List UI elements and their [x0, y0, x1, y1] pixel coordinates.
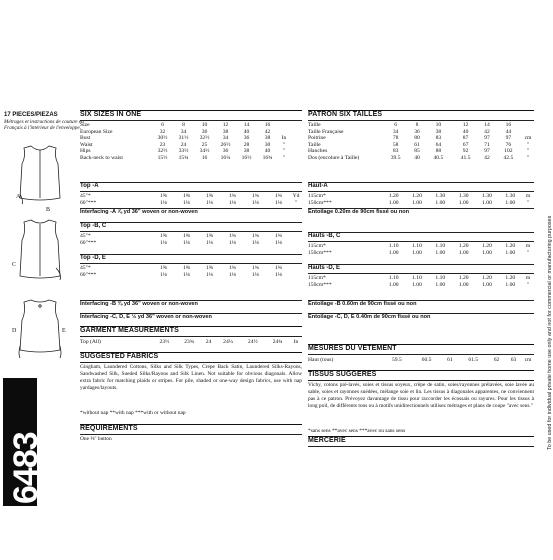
yardage-section-title: Hauts -D, E [308, 265, 341, 271]
fr-garment-table [308, 357, 534, 364]
table-cell: 1.00 [505, 281, 516, 288]
row-label: Hanches [308, 148, 328, 155]
table-cell: 1.00 [412, 281, 422, 288]
table-cell: 92 [462, 148, 469, 155]
row-label: 115cm* [308, 243, 326, 249]
table-cell: 1.00 [435, 249, 446, 256]
table-cell: 1.00 [435, 199, 446, 206]
table-row [80, 135, 302, 142]
table-cell: 61 [414, 141, 420, 148]
unit-cell: " [526, 148, 530, 155]
unit-cell: " [526, 199, 530, 206]
table-cell: 38 [264, 135, 271, 142]
table-cell: 1.00 [388, 281, 399, 288]
interfacing-note: Interfacing -B ⅜ yd 36" woven or non-woven [80, 301, 198, 307]
table-cell: 1⅝ [160, 265, 167, 271]
table-cell: 30½ [157, 135, 168, 142]
row-label: 115cm* [308, 275, 326, 281]
table-cell: 30 [264, 141, 271, 148]
table-cell: 1.00 [505, 199, 516, 206]
row-label: Poitrine [308, 135, 326, 142]
table-cell: 1.10 [412, 275, 422, 281]
table-cell: 8 [415, 122, 419, 128]
table-cell: 1⅛ [275, 271, 282, 278]
table-cell: 64 [435, 141, 442, 148]
unit-cell [290, 265, 302, 272]
table-cell: 1⅛ [160, 271, 167, 278]
table-cell: 1.00 [388, 199, 399, 206]
table-cell: 62 [493, 357, 500, 363]
table-cell: 97 [484, 148, 490, 155]
table-cell: 32½ [199, 135, 210, 142]
table-cell: 1⅛ [160, 239, 167, 246]
table-cell: 58 [392, 141, 399, 148]
fr-garment-heading: MESURES DU VETEMENT [308, 345, 397, 352]
table-cell: 1.00 [435, 281, 446, 288]
table-row [80, 129, 302, 136]
table-cell: 26½ [220, 141, 231, 148]
usage-notice: To be used for individual private home use only and not for commercial or manufacturing purposes [547, 215, 553, 450]
table-cell: 34½ [199, 148, 210, 155]
unit-cell [278, 122, 290, 129]
yardage-section-title: Top -D, E [80, 255, 106, 261]
table-cell: 42 [264, 128, 271, 135]
table-cell: 1⅛ [252, 199, 259, 206]
unit-cell: m [525, 193, 531, 199]
unit-cell: " [282, 148, 286, 155]
table-cell: 6 [161, 122, 164, 128]
table-cell: 6 [394, 122, 397, 128]
table-cell: 40 [414, 154, 420, 161]
unit-cell [278, 129, 290, 136]
top-view-c [20, 220, 61, 280]
table-cell: 80 [414, 135, 420, 142]
table-cell: 34 [180, 128, 187, 135]
row-label: 60"*** [80, 199, 97, 206]
table-row [80, 272, 302, 279]
table-cell: 23¾ [184, 339, 195, 345]
table-cell: 16¾ [262, 154, 273, 161]
en-requirements-text: One ⅝" button [80, 436, 112, 442]
table-cell: 1¾ [275, 265, 282, 271]
table-cell: 1.30 [458, 193, 469, 199]
table-cell: 38 [222, 128, 229, 135]
yardage-section-title: Top -B, C [80, 223, 107, 229]
table-cell: 60.5 [421, 357, 432, 363]
table-cell: 1.00 [482, 281, 492, 288]
unit-cell [522, 129, 534, 136]
unit-cell [522, 122, 534, 129]
unit-cell: m [525, 275, 531, 281]
table-cell: 31½ [178, 135, 189, 142]
table-row [308, 250, 534, 257]
view-label-e: E [62, 328, 66, 334]
table-cell: 1⅛ [183, 199, 190, 206]
table-row [80, 155, 302, 162]
table-cell: 32½ [157, 148, 168, 155]
table-cell: 16½ [241, 154, 252, 161]
table-cell: 71 [484, 141, 490, 148]
table-cell: 12 [222, 122, 229, 128]
view-label-a: A [16, 194, 21, 200]
table-row [80, 193, 302, 200]
table-cell: 1.00 [412, 199, 422, 206]
table-cell: 1.20 [505, 243, 516, 249]
yardage-section-title: Haut-A [308, 183, 328, 189]
table-cell: 8 [182, 122, 185, 128]
table-cell: 16 [505, 122, 512, 128]
table-cell: 1¾ [275, 193, 282, 199]
row-label: 150cm*** [308, 199, 332, 206]
table-row [308, 357, 534, 364]
table-cell: 85 [414, 148, 420, 155]
interfacing-note: Entoilage -B 0.60m de 90cm fissé ou non [308, 301, 417, 307]
en-sizes-heading: SIX SIZES IN ONE [80, 111, 142, 118]
unit-cell: cm [524, 357, 532, 363]
table-cell: 1⅛ [183, 239, 190, 246]
row-label: Back-neck to waist [80, 154, 123, 161]
table-row [308, 148, 534, 155]
table-cell: 1¾ [275, 233, 282, 239]
table-cell: 1⅛ [252, 271, 259, 278]
table-cell: 40.5 [433, 154, 444, 161]
table-row [308, 193, 534, 200]
table-row [308, 243, 534, 250]
garment-illustrations [0, 140, 80, 380]
table-row [308, 275, 534, 282]
table-cell: 25 [201, 141, 208, 148]
table-cell: 1.20 [505, 275, 516, 281]
row-label: Bust [80, 135, 91, 142]
table-cell: 88 [435, 148, 442, 155]
table-cell: 1⅝ [183, 265, 190, 271]
unit-cell: " [294, 199, 298, 206]
unit-cell: In [293, 339, 299, 345]
table-cell: 1.00 [458, 249, 469, 256]
interfacing-note: Entoilage 0.20m de 90cm fissé ou non [308, 209, 410, 215]
view-label-d: D [12, 328, 17, 334]
pieces-french-note: Métrages et instructions de couture en Français à l'intérieur de l'enveloppe. [4, 119, 84, 132]
fr-fabrics-text: Vichy, cotons pré-lavés, soies et tissus soyeux, crêpe de satin, soies/rayonnes prélavées, soie lavée au sable, soies et rayonnes suédées, mélange soie et lin. Les tissus à diagonales apparentes, ne conviennent pas à ce patron. Prévoyez davantage de tissu pour raccorder les écossais ou rayures. Pour les tissus à long poil, de différents tons ou à motifs unidirectionnels utilisez métrages et plans de coupe "avec sens." [308, 382, 534, 409]
table-cell: 1⅝ [206, 193, 213, 199]
table-cell: 41.5 [460, 154, 471, 161]
table-cell: 15½ [157, 154, 168, 161]
interfacing-note: Entoilage -C, D, E 0.40m de 90cm fissé ou non [308, 314, 431, 320]
table-cell: 102 [504, 148, 513, 155]
table-cell: 1⅛ [275, 239, 282, 246]
table-cell: 23½ [159, 339, 170, 345]
table-cell: 40 [264, 148, 271, 155]
table-cell: 36 [222, 148, 229, 155]
table-row [80, 233, 302, 240]
top-view-de [19, 300, 61, 358]
table-cell: 97 [505, 135, 512, 142]
row-label: Haut (tous) [308, 357, 334, 363]
top-view-ab [20, 146, 60, 204]
table-cell: 1.00 [482, 199, 492, 206]
row-label: Taille [308, 122, 321, 128]
table-cell: 1.30 [505, 193, 516, 199]
table-row [308, 129, 534, 136]
table-row [80, 142, 302, 149]
table-cell: 14 [243, 122, 250, 128]
table-cell: 24½ [247, 339, 258, 345]
unit-cell [290, 233, 302, 240]
table-cell: 38 [435, 128, 442, 135]
fr-size-table [308, 122, 534, 162]
table-cell: 24 [205, 339, 212, 345]
unit-cell: " [526, 249, 530, 256]
fr-nap-note: *sans sens **avec sens ***avec ou sans sens [308, 428, 406, 434]
table-cell: 42.5 [503, 154, 514, 161]
table-cell: 1.00 [458, 199, 469, 206]
table-cell: 63 [510, 357, 517, 363]
table-cell: 1⅝ [160, 233, 167, 239]
en-nap-note: *without nap **with nap ***with or without nap [80, 410, 186, 416]
table-row [308, 200, 534, 207]
table-cell: 1¾ [229, 193, 236, 199]
table-cell: 1.00 [412, 249, 422, 256]
row-label: Taille Française [308, 128, 344, 135]
fr-sizes-heading: PATRON SIX TAILLES [308, 111, 383, 118]
table-cell: " [282, 154, 286, 161]
yardage-section-title: Top -A [80, 183, 99, 189]
table-cell: 1⅛ [183, 271, 190, 278]
row-label: 150cm*** [308, 281, 332, 288]
table-cell: 28 [243, 141, 250, 148]
table-cell: 1⅛ [275, 199, 282, 206]
row-label: 45"* [80, 265, 91, 271]
table-cell: 1.20 [482, 275, 492, 281]
row-label: Hips [80, 148, 91, 155]
table-cell: 1.10 [412, 243, 422, 249]
table-cell: 36 [414, 128, 420, 135]
unit-cell [290, 155, 302, 162]
table-cell: 83 [392, 148, 399, 155]
table-row [308, 155, 534, 162]
table-cell: 1⅛ [229, 199, 236, 206]
table-cell: 97 [484, 135, 490, 142]
row-label: 60"*** [80, 271, 97, 278]
table-cell: 36 [243, 135, 250, 142]
row-label: 45"* [80, 233, 91, 239]
table-cell: 1⅝ [183, 233, 190, 239]
table-cell: 1.10 [435, 243, 446, 249]
yardage-table [80, 193, 302, 206]
row-label: Waist [80, 141, 93, 148]
pieces-count: 17 PIECES/PIEZAS [4, 112, 58, 118]
table-row [80, 265, 302, 272]
en-size-table [80, 122, 302, 162]
row-label: Size [80, 122, 90, 128]
table-cell: 16 [264, 122, 271, 128]
row-label: Taille [308, 141, 321, 148]
en-fabrics-heading: SUGGESTED FABRICS [80, 353, 159, 360]
table-cell: 1¾ [252, 193, 259, 199]
en-garment-heading: GARMENT MEASUREMENTS [80, 327, 179, 334]
view-label-b: B [46, 207, 51, 213]
table-cell: 24¼ [223, 339, 233, 345]
table-row [80, 339, 302, 346]
table-cell: 24¾ [272, 339, 283, 345]
table-cell: 32 [159, 128, 166, 135]
unit-cell: " [526, 281, 530, 288]
interfacing-note: Interfacing -A ⅞ yd 36" woven or non-woven [80, 209, 198, 215]
table-cell: 1¾ [252, 233, 259, 239]
unit-cell: Yd [292, 193, 300, 199]
table-cell: 44 [505, 128, 512, 135]
table-cell: 1⅛ [206, 271, 213, 278]
table-cell: 42 [484, 128, 490, 135]
table-cell: 1.00 [388, 249, 399, 256]
table-cell: 1⅛ [229, 239, 236, 246]
yardage-table [80, 233, 302, 246]
unit-cell: cm [524, 135, 532, 142]
yardage-section-title: Hauts -B, C [308, 233, 341, 239]
table-cell: 16¼ [220, 154, 231, 161]
table-cell: 1⅛ [206, 199, 213, 206]
unit-cell: " [282, 141, 286, 148]
table-row [308, 282, 534, 289]
table-cell: 16 [201, 154, 208, 161]
en-fabrics-text: Gingham, Laundered Cottons, Silks and Silk Types, Crepe Back Satin, Laundered Silks-Rayons, Sandwashed Silk, Sueded Silks/Rayons and Silk Linen. Not suitable for obvious diagonals. Allow extra fabric for matching plaids or stripes. For pile, shaded or one-way design fabrics, use with nap yardages/layouts. [80, 364, 302, 391]
table-cell: 1.20 [388, 193, 399, 199]
table-cell: 36 [201, 128, 208, 135]
en-garment-table [80, 339, 302, 346]
table-row [308, 122, 534, 129]
table-row [308, 135, 534, 142]
table-cell: 40 [243, 128, 250, 135]
table-cell: 78 [392, 135, 399, 142]
table-cell: 1.20 [458, 275, 469, 281]
table-cell: 1.10 [435, 275, 446, 281]
table-cell: 67 [462, 141, 469, 148]
table-cell: 1⅝ [160, 193, 167, 199]
table-cell: 24 [180, 141, 187, 148]
table-row [80, 240, 302, 247]
table-cell: 14 [484, 122, 490, 128]
table-cell: 83 [435, 135, 442, 142]
table-cell: 1.30 [482, 193, 492, 199]
table-cell: 1⅝ [206, 233, 213, 239]
table-cell: 42 [484, 154, 490, 161]
table-cell: 1⅝ [183, 193, 190, 199]
view-label-c: C [12, 262, 17, 268]
table-cell: 39.5 [390, 154, 401, 161]
table-cell: 15¾ [178, 154, 189, 161]
row-label: Dos (encolure à Taille) [308, 154, 360, 161]
table-cell: 1⅛ [206, 239, 213, 246]
unit-cell [290, 272, 302, 279]
table-cell: 1.10 [388, 275, 399, 281]
row-label: Top (All) [80, 339, 101, 345]
pattern-number-badge: 6483 [3, 378, 37, 506]
unit-cell [290, 240, 302, 247]
unit-cell: " [526, 141, 530, 148]
row-label: 115cm* [308, 193, 326, 199]
yardage-table [80, 265, 302, 278]
table-cell: 1.00 [505, 249, 516, 256]
table-cell: 61 [447, 357, 453, 363]
table-cell: 1.20 [482, 243, 492, 249]
row-label: European Size [80, 128, 113, 135]
table-cell: 1⅛ [229, 271, 236, 278]
table-cell: 1.20 [458, 243, 469, 249]
table-cell: 1⅝ [206, 265, 213, 271]
table-cell: 1.10 [388, 243, 399, 249]
table-cell: 1.00 [482, 249, 492, 256]
table-cell: 76 [505, 141, 512, 148]
unit-cell: " [526, 154, 530, 161]
table-cell: 1¾ [252, 265, 259, 271]
table-cell: 12 [462, 122, 469, 128]
table-cell: 59.5 [391, 357, 402, 363]
table-row [80, 200, 302, 207]
table-cell: 10 [435, 122, 442, 128]
table-cell: 1.20 [412, 193, 422, 199]
table-row [308, 142, 534, 149]
table-cell: 1⅛ [160, 199, 167, 206]
table-cell: 1.00 [458, 281, 469, 288]
table-cell: 38 [243, 148, 250, 155]
table-cell: 1¾ [229, 265, 236, 271]
table-cell: 23 [159, 141, 166, 148]
table-cell: 1¾ [229, 233, 236, 239]
row-label: 60"*** [80, 239, 97, 246]
en-requirements-heading: REQUIREMENTS [80, 425, 138, 432]
fr-notions-heading: MERCERIE [308, 437, 346, 444]
interfacing-note: Interfacing -C, D, E ½ yd 36" woven or non-woven [80, 314, 212, 320]
yardage-table [308, 193, 534, 206]
unit-cell: In [281, 135, 287, 142]
table-cell: 34 [222, 135, 229, 142]
table-cell: 34 [392, 128, 399, 135]
table-row [80, 148, 302, 155]
row-label: 45"* [80, 193, 91, 199]
table-cell: 1⅛ [252, 239, 259, 246]
table-cell: 1.30 [435, 193, 446, 199]
table-cell: 61.5 [468, 357, 479, 363]
yardage-table [308, 275, 534, 288]
table-cell: 87 [462, 135, 469, 142]
fr-fabrics-heading: TISSUS SUGGERES [308, 371, 377, 378]
row-label: 150cm*** [308, 249, 332, 256]
table-row [80, 122, 302, 129]
table-cell: 40 [462, 128, 469, 135]
table-cell: 33½ [178, 148, 189, 155]
yardage-table [308, 243, 534, 256]
table-cell: 10 [201, 122, 208, 128]
unit-cell: m [525, 243, 531, 249]
